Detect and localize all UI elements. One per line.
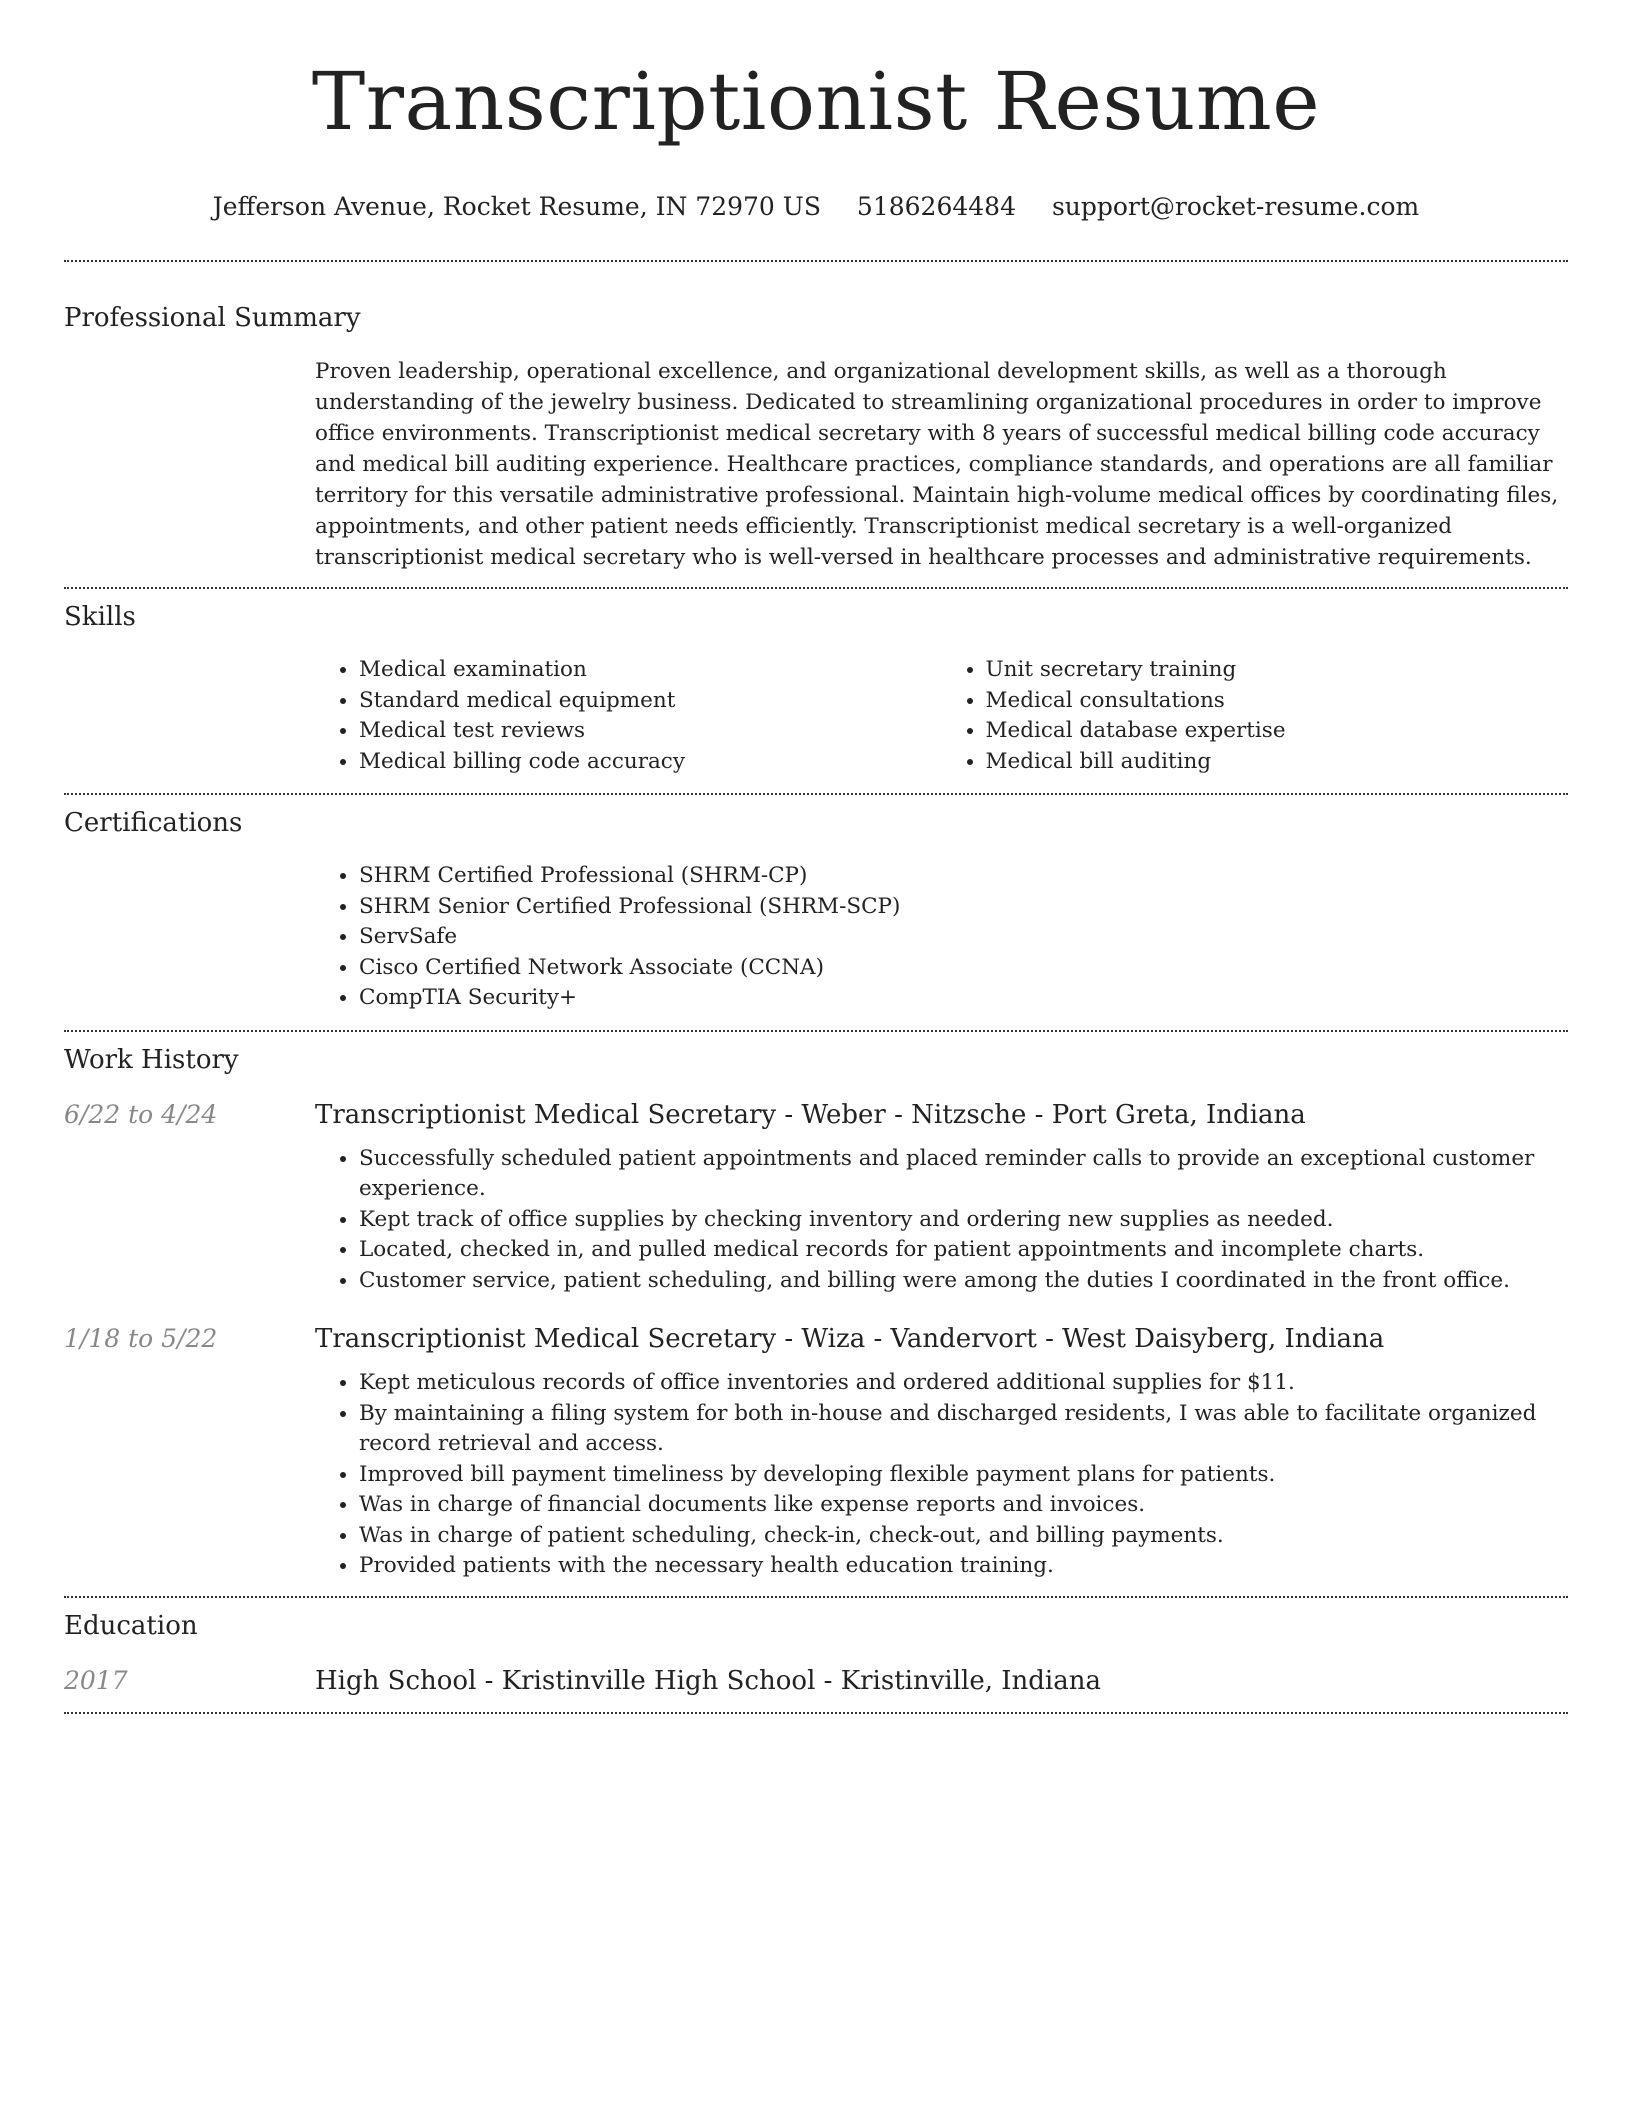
job-bullet: • Customer service, patient scheduling, and billing were among the duties I coordinated in the front office. (359, 1266, 1568, 1297)
job-bullet: • Kept meticulous records of office inventories and ordered additional supplies for $11. (359, 1368, 1568, 1399)
skills-heading: Skills (64, 602, 136, 632)
job-title: Transcriptionist Medical Secretary - Weber - Nitzsche - Port Greta, Indiana (315, 1099, 1306, 1130)
skill-item: • Medical consultations (986, 686, 1569, 717)
job-bullets (315, 1368, 1568, 1582)
job-date: 1/18 to 5/22 (64, 1324, 218, 1353)
summary-section (64, 262, 1568, 587)
job-bullet: • Was in charge of patient scheduling, check-in, check-out, and billing payments. (359, 1521, 1568, 1552)
education-date: 2017 (64, 1665, 128, 1695)
contact-address: Jefferson Avenue, Rocket Resume, IN 72970 US (212, 192, 821, 221)
work-history-heading: Work History (64, 1044, 239, 1075)
skill-item: • Medical bill auditing (986, 747, 1569, 778)
contact-email: support@rocket-resume.com (1051, 192, 1420, 221)
job-bullet: • Improved bill payment timeliness by developing flexible payment plans for patients. (359, 1460, 1568, 1491)
skills-list-right (942, 655, 1569, 777)
job-entry (64, 1322, 1568, 1582)
education-section (64, 1598, 1568, 1712)
skill-item: • Medical test reviews (359, 716, 942, 747)
skill-item: • Medical examination (359, 655, 942, 686)
job-bullet: • By maintaining a filing system for both in-house and discharged residents, I was able to facilitate organized record retrieval and access. (359, 1399, 1568, 1460)
certifications-list (315, 861, 1568, 1014)
certification-item: • Cisco Certified Network Associate (CCNA) (359, 953, 1568, 984)
certification-item: • SHRM Certified Professional (SHRM-CP) (359, 861, 1568, 892)
resume-title: Transcriptionist Resume (311, 55, 1321, 148)
work-history-section (64, 1032, 1568, 1596)
skill-item: • Medical billing code accuracy (359, 747, 942, 778)
certification-item: • CompTIA Security+ (359, 983, 1568, 1014)
job-date: 6/22 to 4/24 (64, 1099, 218, 1129)
certification-item: • SHRM Senior Certified Professional (SHRM-SCP) (359, 892, 1568, 923)
summary-text: Proven leadership, operational excellence, and organizational development skills, as well as a thorough understanding of the jewelry business. Dedicated to streamlining organizational procedures in order to improve office environments. Transcriptionist medical secretary with 8 years of successful medical billing code accuracy and medical bill auditing experience. Healthcare practices, compliance standards, and operations are all familiar territory for this versatile administrative professional. Maintain high-volume medical offices by coordinating files, appointments, and other patient needs efficiently. Transcriptionist medical secretary is a well-organized transcriptionist medical secretary who is well-versed in healthcare processes and administrative requirements. (315, 359, 1559, 570)
education-entry (64, 1664, 1568, 1698)
skill-item: • Unit secretary training (986, 655, 1569, 686)
job-title: Transcriptionist Medical Secretary - Wiza - Vandervort - West Daisyberg, Indiana (315, 1324, 1385, 1354)
certifications-heading: Certifications (64, 808, 243, 838)
summary-heading: Professional Summary (64, 303, 361, 333)
education-title: High School - Kristinville High School - Kristinville, Indiana (315, 1665, 1101, 1696)
job-bullet: • Kept track of office supplies by checking inventory and ordering new supplies as needed. (359, 1205, 1568, 1236)
skill-item: • Standard medical equipment (359, 686, 942, 717)
divider (64, 1712, 1568, 1714)
skills-section (64, 589, 1568, 793)
job-bullet: • Successfully scheduled patient appointments and placed reminder calls to provide an exceptional customer experience. (359, 1144, 1568, 1205)
job-bullets (315, 1144, 1568, 1297)
education-heading: Education (64, 1610, 198, 1641)
job-entry (64, 1098, 1568, 1297)
job-bullet: • Provided patients with the necessary health education training. (359, 1551, 1568, 1582)
skill-item: • Medical database expertise (986, 716, 1569, 747)
certifications-section (64, 795, 1568, 1030)
contact-phone: 5186264484 (856, 192, 1016, 221)
certification-item: • ServSafe (359, 922, 1568, 953)
job-bullet: • Was in charge of financial documents like expense reports and invoices. (359, 1490, 1568, 1521)
job-bullet: • Located, checked in, and pulled medical records for patient appointments and incomplete charts. (359, 1235, 1568, 1266)
contact-line (64, 192, 1568, 222)
skills-list-left (315, 655, 942, 777)
